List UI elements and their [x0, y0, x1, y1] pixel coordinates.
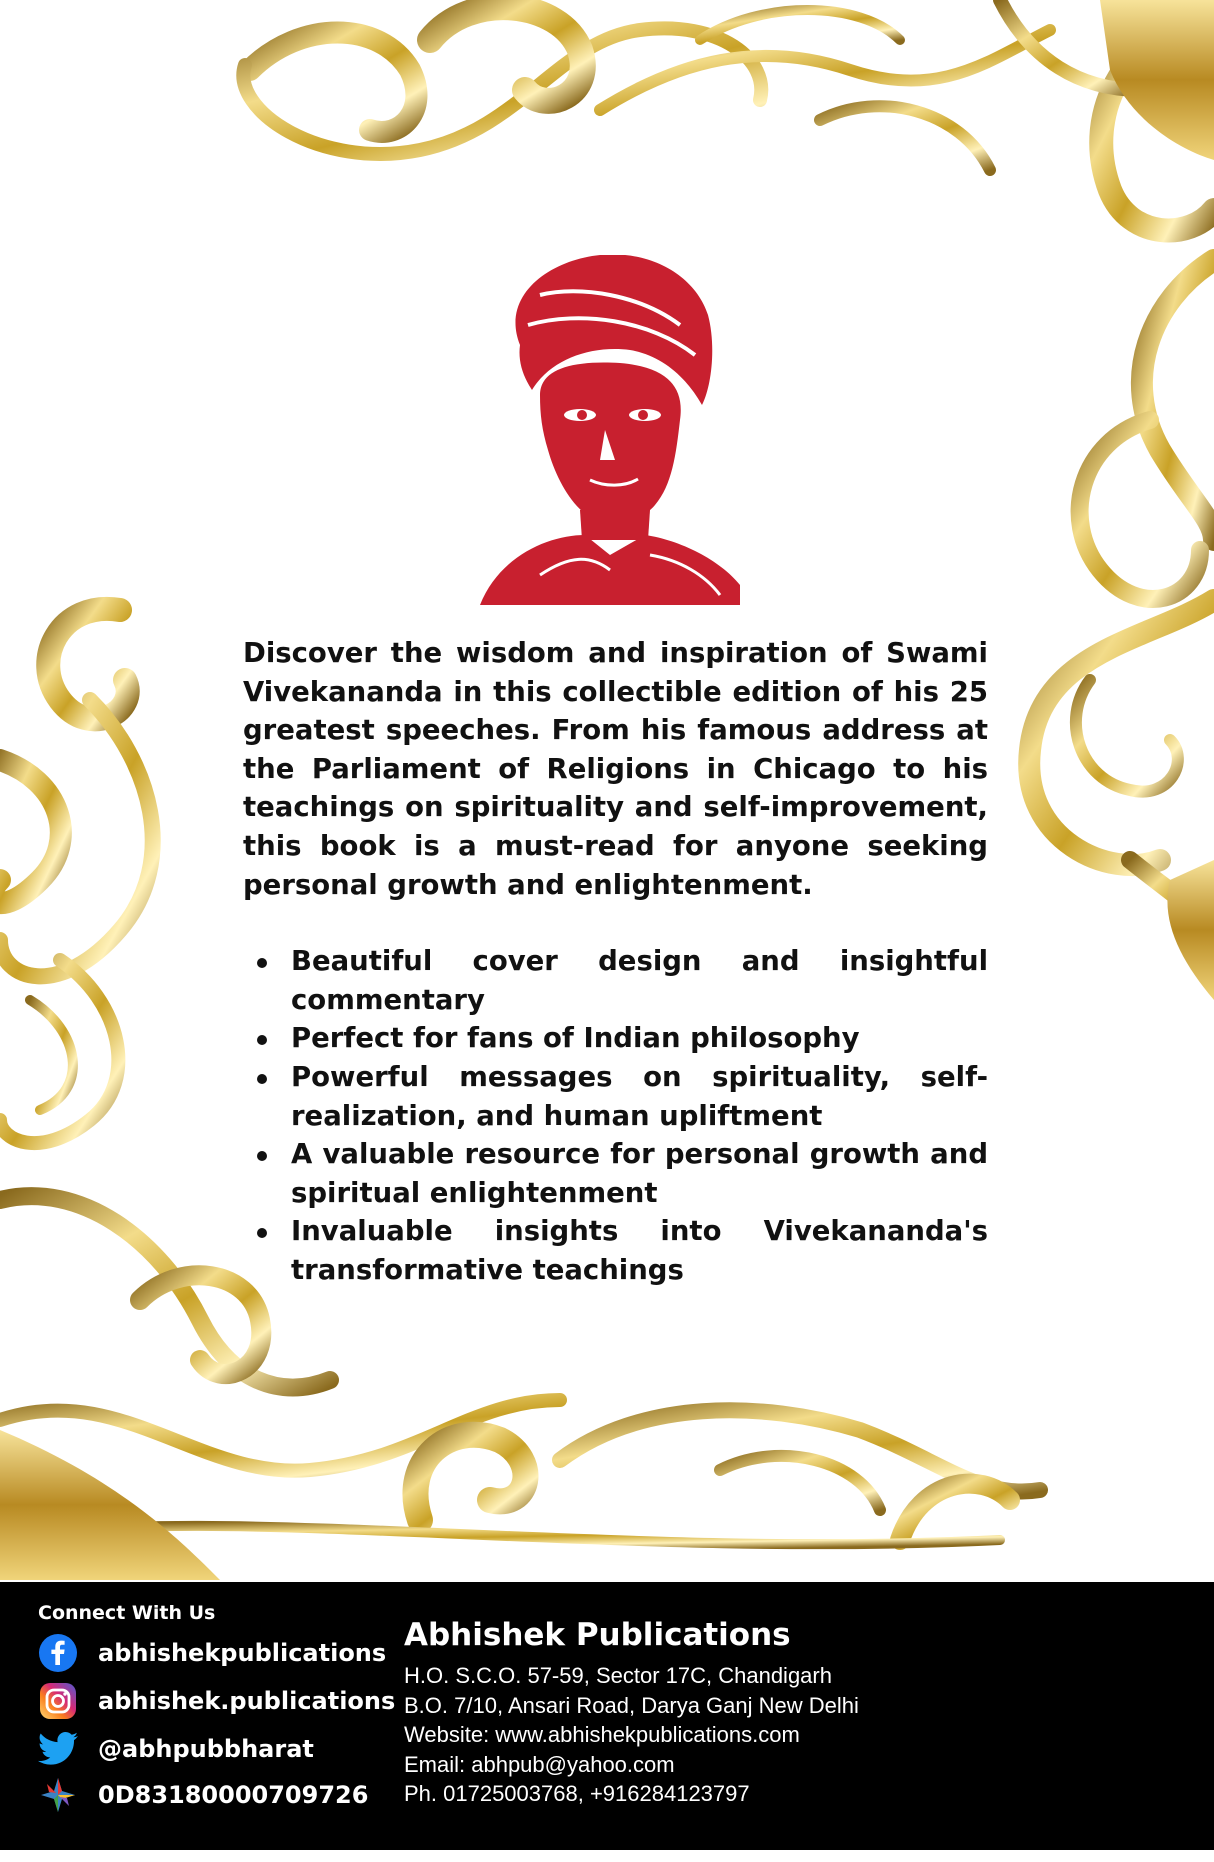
star-badge-icon — [38, 1775, 78, 1815]
bullet-icon — [257, 958, 267, 968]
bullet-icon — [257, 1035, 267, 1045]
book-description-block — [243, 634, 988, 1290]
bottom-strip — [0, 1850, 1214, 1862]
instagram-icon — [38, 1681, 78, 1721]
email-link[interactable]: Email: abhpub@yahoo.com — [404, 1751, 675, 1777]
bullet-icon — [257, 1228, 267, 1238]
twitter-handle: @abhpubbharat — [98, 1735, 314, 1763]
instagram-handle: abhishek.publications — [98, 1687, 396, 1715]
facebook-link[interactable] — [38, 1633, 386, 1673]
connect-with-us-title: Connect With Us — [38, 1602, 216, 1624]
publisher-info — [404, 1617, 859, 1809]
branch-office-address: B.O. 7/10, Ansari Road, Darya Ganj New Delhi — [404, 1692, 859, 1718]
gst-number — [38, 1775, 368, 1815]
swami-vivekananda-portrait — [480, 255, 740, 605]
head-office-address: H.O. S.C.O. 57-59, Sector 17C, Chandigarh — [404, 1663, 832, 1688]
phone-number: Ph. 01725003768, +916284123797 — [404, 1781, 750, 1806]
website-link[interactable]: Website: www.abhishekpublications.com — [404, 1722, 800, 1747]
bullet-icon — [257, 1151, 267, 1161]
publisher-name: Abhishek Publications — [404, 1617, 791, 1653]
twitter-icon — [38, 1729, 78, 1769]
description-text: Discover the wisdom and inspiration of Swami Vivekananda in this collectible edition of his 25 greatest speeches. From his famous address at the Parliament of Religions in Chicago to his teachings on spirituality and self-improvement, this book is a must-read for anyone seeking personal growth and enlightenment. — [243, 637, 988, 901]
feature-list — [243, 942, 988, 1289]
feature-item: Powerful messages on spirituality, self-realization, and human upliftment — [291, 1058, 988, 1135]
bullet-icon — [257, 1074, 267, 1084]
footer — [0, 1582, 1214, 1850]
feature-item: Invaluable insights into Vivekananda's transformative teachings — [291, 1212, 988, 1289]
instagram-link[interactable] — [38, 1681, 395, 1721]
feature-item: Perfect for fans of Indian philosophy — [291, 1019, 988, 1058]
twitter-link[interactable] — [38, 1729, 314, 1769]
facebook-icon — [38, 1633, 78, 1673]
gst-number-text: 0D83180000709726 — [98, 1781, 369, 1809]
facebook-handle: abhishekpublications — [98, 1639, 387, 1667]
feature-item: A valuable resource for personal growth and spiritual enlightenment — [291, 1135, 988, 1212]
feature-item: Beautiful cover design and insightful commentary — [291, 942, 988, 1019]
